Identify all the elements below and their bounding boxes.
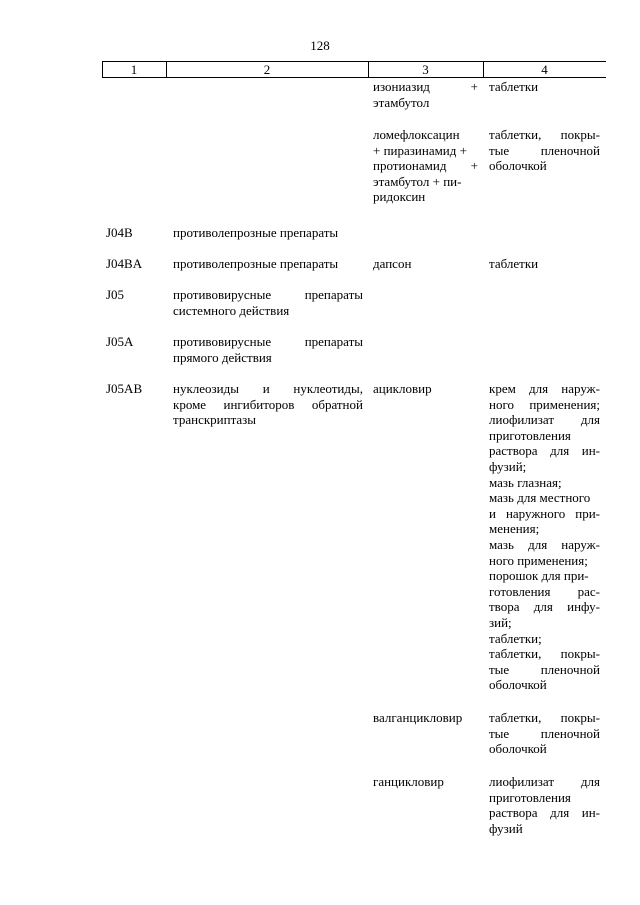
- dosage-forms-word: покры-: [560, 710, 600, 725]
- dosage-forms-word: наруж-: [561, 381, 600, 396]
- substance-name-line: ломефлоксацин: [373, 127, 460, 142]
- dosage-forms-line: [489, 127, 600, 143]
- dosage-forms-line: мазь глазная;: [489, 474, 562, 490]
- atc-code: J05A: [106, 334, 134, 349]
- dosage-forms-word: и: [489, 505, 496, 521]
- atc-code: J05: [106, 287, 125, 302]
- dosage-forms-line: фузий;: [489, 458, 527, 474]
- substance-name-line: + пиразинамид +: [373, 142, 467, 158]
- dosage-forms-word: покры-: [560, 646, 600, 662]
- group-name-line: противолепрозные препараты: [173, 256, 339, 271]
- group-name-word: препараты: [304, 287, 363, 302]
- group-name-line: [173, 381, 363, 397]
- group-name-word: кроме: [173, 396, 207, 412]
- dosage-forms-word: пленочной: [540, 661, 600, 677]
- dosage-forms-word: для: [533, 599, 553, 615]
- dosage-forms-line: [489, 412, 600, 428]
- dosage-forms-word: ин-: [581, 805, 600, 821]
- dosage-forms-line: ного применения;: [489, 552, 588, 568]
- dosage-forms-line: зий;: [489, 614, 512, 630]
- dosage-forms-word: лиофилизат: [489, 412, 555, 428]
- dosage-forms-word: применения;: [529, 396, 600, 412]
- dosage-forms-line: [489, 726, 600, 742]
- dosage-forms-line: оболочкой: [489, 741, 547, 757]
- dosage-forms-line: [489, 584, 600, 600]
- substance-name: [373, 127, 478, 205]
- dosage-forms-word: лиофилизат: [489, 774, 555, 789]
- dosage-forms-line: [489, 443, 600, 459]
- dosage-forms-word: ного: [489, 396, 514, 412]
- group-name-word: и: [262, 381, 270, 396]
- group-name: [173, 256, 363, 272]
- group-name-word: противовирусные: [173, 287, 272, 302]
- group-name-line: системного действия: [173, 302, 290, 318]
- dosage-forms-line: [489, 537, 600, 553]
- dosage-forms-word: для: [580, 412, 600, 428]
- dosage-forms-line: [489, 646, 600, 662]
- dosage-forms-line: [489, 490, 600, 506]
- group-name-word: противовирусные: [173, 334, 272, 349]
- group-name-word: нуклеотиды,: [293, 381, 363, 396]
- column-header-3: 3: [422, 62, 429, 77]
- column-header-2: 2: [263, 62, 271, 77]
- substance-name-line: [373, 158, 478, 174]
- group-name: [173, 334, 363, 365]
- dosage-forms-word: таблетки,: [489, 646, 542, 662]
- dosage-forms-line: [489, 710, 600, 726]
- dosage-forms-word: готовления: [489, 583, 551, 599]
- dosage-forms-word: тые: [489, 661, 510, 677]
- dosage-forms-word: для: [550, 805, 570, 821]
- dosage-forms-line: [489, 774, 600, 790]
- group-name-line: [173, 287, 363, 303]
- substance-name-line: ганцикловир: [373, 774, 444, 789]
- substance-name-word: +: [470, 79, 478, 94]
- dosage-forms-word: покры-: [560, 127, 600, 142]
- dosage-forms-line: фузий: [489, 820, 523, 836]
- dosage-forms-word: пленочной: [540, 142, 600, 158]
- group-name-line: [173, 334, 363, 350]
- dosage-forms: [489, 127, 600, 174]
- dosage-forms-word: при-: [575, 505, 600, 521]
- dosage-forms-word: рас-: [577, 583, 600, 599]
- substance-name-line: ридоксин: [373, 189, 426, 205]
- table-header: [102, 61, 606, 78]
- group-name-word: ингибиторов: [223, 396, 295, 412]
- dosage-forms-word: тые: [489, 725, 510, 741]
- dosage-forms-word: пленочной: [540, 725, 600, 741]
- page-number: 128: [310, 38, 330, 53]
- group-name-line: противолепрозные препараты: [173, 225, 339, 240]
- substance-name: [373, 79, 478, 110]
- dosage-forms-word: для: [529, 381, 549, 396]
- dosage-forms-word: наружного: [505, 505, 566, 521]
- dosage-forms-word: твора: [489, 599, 520, 615]
- dosage-forms-line: оболочкой: [489, 677, 547, 693]
- dosage-forms-word: раствора: [489, 805, 538, 821]
- group-name-word: обратной: [311, 396, 363, 412]
- substance-name-line: этамбутол: [373, 94, 430, 110]
- atc-code: J04BA: [106, 256, 143, 271]
- atc-code: J05AB: [106, 381, 143, 396]
- dosage-forms-word: раствора: [489, 443, 538, 459]
- dosage-forms-word: таблетки,: [489, 710, 542, 725]
- column-header-4: 4: [541, 62, 548, 77]
- dosage-forms-line: таблетки: [489, 79, 539, 94]
- dosage-forms-line: [489, 568, 600, 584]
- dosage-forms-line: [489, 506, 600, 522]
- dosage-forms: [489, 256, 600, 272]
- substance-name-word: изониазид: [373, 79, 430, 94]
- dosage-forms-word: для: [550, 443, 570, 459]
- group-name: [173, 225, 363, 241]
- dosage-forms-word: инфу-: [567, 599, 600, 615]
- substance-name-word: протионамид: [373, 158, 447, 174]
- substance-name-line: этамбутол + пи-: [373, 173, 462, 189]
- dosage-forms: [489, 381, 600, 693]
- dosage-forms-line: [489, 599, 600, 615]
- substance-name-word: +: [470, 158, 478, 174]
- column-header-1: 1: [130, 62, 138, 77]
- substance-name: [373, 381, 478, 397]
- dosage-forms-word: ин-: [581, 443, 600, 459]
- group-name: [173, 287, 363, 318]
- group-name-line: транскриптазы: [173, 412, 257, 428]
- atc-code: J04B: [106, 225, 133, 240]
- dosage-forms-line: [489, 662, 600, 678]
- dosage-forms-line: [489, 381, 600, 397]
- dosage-forms-word: тые: [489, 142, 510, 158]
- dosage-forms-line: менения;: [489, 521, 540, 537]
- substance-name-line: [373, 79, 478, 95]
- dosage-forms-word: таблетки,: [489, 127, 542, 142]
- dosage-forms-word: мазь для местного: [489, 490, 591, 506]
- dosage-forms-word: мазь: [489, 536, 514, 552]
- group-name-line: [173, 397, 363, 413]
- dosage-forms-word: для: [580, 774, 600, 789]
- dosage-forms: [489, 710, 600, 757]
- dosage-forms-word: для: [528, 536, 548, 552]
- dosage-forms-word: порошок для при-: [489, 568, 589, 584]
- group-name-word: нуклеозиды: [173, 381, 239, 396]
- dosage-forms-word: наруж-: [561, 536, 600, 552]
- dosage-forms-line: таблетки;: [489, 630, 542, 646]
- substance-name: [373, 256, 478, 272]
- dosage-forms-word: крем: [489, 381, 516, 396]
- dosage-forms-line: [489, 397, 600, 413]
- group-name-word: препараты: [304, 334, 363, 349]
- substance-name-line: ацикловир: [373, 381, 432, 396]
- dosage-forms-line: приготовления: [489, 427, 571, 443]
- substance-name: [373, 774, 478, 790]
- substance-name-line: дапсон: [373, 256, 412, 271]
- group-name: [173, 381, 363, 428]
- dosage-forms: [489, 774, 600, 836]
- dosage-forms: [489, 79, 600, 95]
- dosage-forms-line: [489, 805, 600, 821]
- substance-name-line: валганцикловир: [373, 710, 463, 725]
- dosage-forms-line: приготовления: [489, 789, 571, 805]
- group-name-line: прямого действия: [173, 349, 272, 365]
- dosage-forms-line: оболочкой: [489, 158, 547, 174]
- substance-name: [373, 710, 478, 726]
- dosage-forms-line: [489, 143, 600, 159]
- dosage-forms-line: таблетки: [489, 256, 539, 271]
